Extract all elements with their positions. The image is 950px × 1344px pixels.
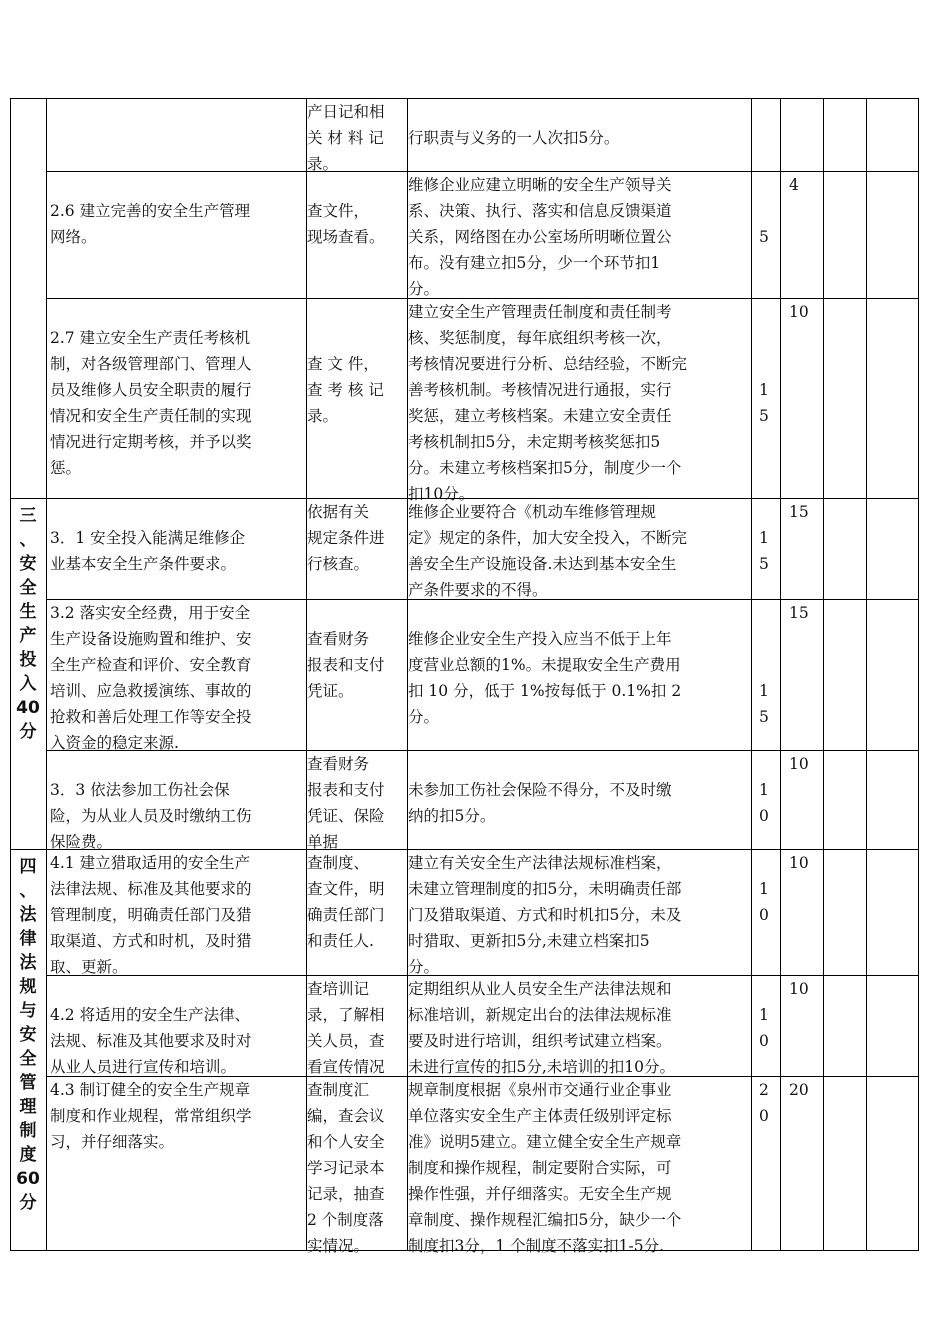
item-text: 制，对各级管理部门、管理人 bbox=[50, 355, 252, 373]
section-title-char: 、 bbox=[19, 881, 37, 901]
criteria-text: 时猎取、更新扣5分,未建立档案扣5 bbox=[408, 932, 650, 950]
criteria-text: 善安全生产设施设备.未达到基本安全生 bbox=[408, 555, 677, 573]
method-text: 查看财务 bbox=[307, 755, 370, 773]
criteria-text: 维修企业安全生产投入应当不低于上年 bbox=[408, 630, 672, 648]
criteria-text: 善考核机制。考核情况进行通报，实行 bbox=[408, 381, 672, 399]
criteria-text: 未进行宣传的扣5分,未培训的扣10分。 bbox=[408, 1058, 676, 1076]
section-title-char: 投 bbox=[19, 650, 37, 670]
method-text: 凭证、保险 bbox=[307, 807, 385, 825]
method-text: 查 考 核 记 bbox=[307, 381, 384, 399]
points-text: 1 bbox=[759, 880, 769, 898]
method-text: 依据有关 bbox=[307, 503, 370, 521]
criteria-text: 关系，网络图在办公室场所明晰位置公 bbox=[408, 228, 672, 246]
method-text: 编，查会议 bbox=[307, 1107, 385, 1125]
method-text: 和责任人. bbox=[307, 932, 374, 950]
method-text: 看宣传情况 bbox=[307, 1058, 385, 1076]
criteria-text: 分。未建立考核档案扣5分，制度少一个 bbox=[408, 459, 682, 477]
criteria-text: 制度和操作规程，制定要附合实际，可 bbox=[408, 1159, 672, 1177]
score-text: 15 bbox=[789, 604, 809, 622]
evaluation-table bbox=[10, 98, 918, 1255]
criteria-text: 标准培训，新规定出台的法律法规标准 bbox=[408, 1006, 672, 1024]
grid-line-vertical bbox=[780, 98, 781, 1250]
criteria-text: 建立有关安全生产法律法规标准档案， bbox=[408, 854, 672, 872]
method-text: 确责任部门 bbox=[307, 906, 385, 924]
item-text: 抢救和善后处理工作等安全投 bbox=[50, 708, 252, 726]
criteria-text: 制度扣3分，1 个制度不落实扣1-5分. bbox=[408, 1237, 665, 1255]
section-title-char: 管 bbox=[19, 1073, 37, 1093]
grid-line-vertical bbox=[823, 98, 824, 1250]
method-text: 记录，抽查 bbox=[307, 1185, 385, 1203]
item-text: 生产设备设施购置和维护、安 bbox=[50, 630, 252, 648]
method-text: 查 文 件， bbox=[307, 355, 379, 373]
points-text: 1 bbox=[759, 781, 769, 799]
criteria-text: 定》规定的条件，加大安全投入，不断完 bbox=[408, 529, 688, 547]
item-text: 情况和安全生产责任制的实现 bbox=[50, 407, 252, 425]
section-title-char: 四 bbox=[19, 857, 37, 877]
item-text: 法律法规、标准及其他要求的 bbox=[50, 880, 252, 898]
section-title-char: 分 bbox=[19, 722, 37, 742]
method-text: 报表和支付 bbox=[307, 656, 385, 674]
criteria-text: 纳的扣5分。 bbox=[408, 807, 496, 825]
points-text: 5 bbox=[759, 708, 769, 726]
criteria-text: 扣10分。 bbox=[408, 485, 475, 503]
criteria-text: 分。 bbox=[408, 708, 440, 726]
section-title-char: 全 bbox=[19, 578, 37, 598]
grid-line-vertical bbox=[918, 98, 919, 1250]
section-title-char: 法 bbox=[19, 953, 37, 973]
section-title-char: 40 bbox=[16, 698, 40, 718]
section-title-char: 产 bbox=[19, 626, 37, 646]
method-text: 学习记录本 bbox=[307, 1159, 385, 1177]
criteria-text: 规章制度根据《泉州市交通行业企事业 bbox=[408, 1081, 672, 1099]
method-text: 查制度汇 bbox=[307, 1081, 370, 1099]
section-title-char: 安 bbox=[19, 554, 37, 574]
criteria-text: 奖惩，建立考核档案。未建立安全责任 bbox=[408, 407, 672, 425]
method-text: 录。 bbox=[307, 155, 339, 173]
method-text: 2 个制度落 bbox=[307, 1211, 384, 1229]
score-text: 10 bbox=[789, 303, 809, 321]
section-title-char: 度 bbox=[19, 1145, 37, 1165]
criteria-text: 单位落实安全生产主体责任级别评定标 bbox=[408, 1107, 672, 1125]
points-text: 0 bbox=[759, 1032, 769, 1050]
item-text: 网络。 bbox=[50, 228, 97, 246]
method-text: 实情况。 bbox=[307, 1237, 370, 1255]
section-title-char: 三 bbox=[19, 506, 37, 526]
criteria-text: 章制度、操作规程汇编扣5分，缺少一个 bbox=[408, 1211, 682, 1229]
method-text: 查文件，明 bbox=[307, 880, 385, 898]
section-title-char: 入 bbox=[19, 674, 37, 694]
section-title-char: 安 bbox=[19, 1025, 37, 1045]
criteria-text: 定期组织从业人员安全生产法律法规和 bbox=[408, 980, 672, 998]
points-text: 1 bbox=[759, 682, 769, 700]
points-text: 5 bbox=[759, 407, 769, 425]
criteria-text: 操作性强，并仔细落实。无安全生产规 bbox=[408, 1185, 672, 1203]
method-text: 规定条件进 bbox=[307, 529, 385, 547]
criteria-text: 准》说明5建立。建立健全安全生产规章 bbox=[408, 1133, 682, 1151]
method-text: 查文件， bbox=[307, 202, 370, 220]
criteria-text: 考核机制扣5分，未定期考核奖惩扣5 bbox=[408, 433, 661, 451]
criteria-text: 核、奖惩制度，每年底组织考核一次， bbox=[408, 329, 672, 347]
item-text: 取、更新。 bbox=[50, 958, 128, 976]
item-text: 业基本安全生产条件要求。 bbox=[50, 555, 237, 573]
points-text: 0 bbox=[759, 906, 769, 924]
criteria-text: 考核情况要进行分析、总结经验，不断完 bbox=[408, 355, 688, 373]
points-text: 1 bbox=[759, 381, 769, 399]
method-text: 录。 bbox=[307, 407, 339, 425]
section-title-char: 律 bbox=[19, 929, 37, 949]
item-text: 2.7 建立安全生产责任考核机 bbox=[50, 329, 251, 347]
section-title-char: 生 bbox=[19, 602, 37, 622]
criteria-text: 行职责与义务的一人次扣5分。 bbox=[408, 129, 620, 147]
item-text: 全生产检查和评价、安全教育 bbox=[50, 656, 252, 674]
item-text: 取渠道、方式和时机，及时猎 bbox=[50, 932, 252, 950]
criteria-text: 分。 bbox=[408, 958, 440, 976]
method-text: 凭证。 bbox=[307, 682, 354, 700]
item-text: 3.2 落实安全经费，用于安全 bbox=[50, 604, 251, 622]
criteria-text: 分。 bbox=[408, 280, 440, 298]
criteria-text: 未建立管理制度的扣5分，未明确责任部 bbox=[408, 880, 682, 898]
points-text: 5 bbox=[759, 228, 769, 246]
method-text: 单据 bbox=[307, 833, 339, 851]
criteria-text: 维修企业应建立明晰的安全生产领导关 bbox=[408, 176, 672, 194]
method-text: 现场查看。 bbox=[307, 228, 385, 246]
method-text: 和个人安全 bbox=[307, 1133, 385, 1151]
section-title-char: 理 bbox=[19, 1097, 37, 1117]
criteria-text: 要及时进行培训，组织考试建立档案。 bbox=[408, 1032, 672, 1050]
grid-line-vertical bbox=[751, 98, 752, 1250]
points-text: 0 bbox=[759, 1107, 769, 1125]
method-text: 关 材 料 记 bbox=[307, 129, 384, 147]
item-text: 制度和作业规程，常常组织学 bbox=[50, 1107, 252, 1125]
criteria-text: 度营业总额的1%。未提取安全生产费用 bbox=[408, 656, 681, 674]
section-title-char: 法 bbox=[19, 905, 37, 925]
method-text: 行核查。 bbox=[307, 555, 370, 573]
grid-line-vertical bbox=[46, 98, 47, 1250]
method-text: 关人员，查 bbox=[307, 1032, 385, 1050]
grid-line-horizontal bbox=[10, 98, 919, 99]
criteria-text: 维修企业要符合《机动车维修管理规 bbox=[408, 503, 657, 521]
criteria-text: 系、决策、执行、落实和信息反馈渠道 bbox=[408, 202, 672, 220]
item-text: 险，为从业人员及时缴纳工伤 bbox=[50, 807, 252, 825]
item-text: 保险费。 bbox=[50, 833, 113, 851]
points-text: 0 bbox=[759, 807, 769, 825]
item-text: 4.3 制订健全的安全生产规章 bbox=[50, 1081, 251, 1099]
points-text: 1 bbox=[759, 529, 769, 547]
section-title-char: 规 bbox=[19, 977, 37, 997]
method-text: 报表和支付 bbox=[307, 781, 385, 799]
criteria-text: 布。没有建立扣5分，少一个环节扣1 bbox=[408, 254, 661, 272]
item-text: 情况进行定期考核，并予以奖 bbox=[50, 433, 252, 451]
method-text: 查培训记 bbox=[307, 980, 370, 998]
item-text: 管理制度，明确责任部门及猎 bbox=[50, 906, 252, 924]
points-text: 1 bbox=[759, 1006, 769, 1024]
item-text: 3．3 依法参加工伤社会保 bbox=[50, 781, 230, 799]
criteria-text: 未参加工伤社会保险不得分，不及时缴 bbox=[408, 781, 672, 799]
item-text: 习，并仔细落实。 bbox=[50, 1133, 175, 1151]
score-text: 4 bbox=[789, 176, 799, 194]
item-text: 4.2 将适用的安全生产法律、 bbox=[50, 1006, 251, 1024]
item-text: 3．1 安全投入能满足维修企 bbox=[50, 529, 246, 547]
grid-line-vertical bbox=[866, 98, 867, 1250]
item-text: 4.1 建立猎取适用的安全生产 bbox=[50, 854, 251, 872]
item-text: 入资金的稳定来源. bbox=[50, 734, 179, 752]
item-text: 惩。 bbox=[50, 459, 82, 477]
grid-line-vertical bbox=[10, 98, 11, 1250]
method-text: 录，了解相 bbox=[307, 1006, 385, 1024]
method-text: 产日记和相 bbox=[307, 103, 385, 121]
method-text: 查制度、 bbox=[307, 854, 370, 872]
points-text: 2 bbox=[759, 1081, 769, 1099]
section-title-char: 全 bbox=[19, 1049, 37, 1069]
points-text: 5 bbox=[759, 555, 769, 573]
method-text: 查看财务 bbox=[307, 630, 370, 648]
section-title-char: 与 bbox=[19, 1001, 37, 1021]
score-text: 15 bbox=[789, 503, 809, 521]
section-title-char: 制 bbox=[19, 1121, 37, 1141]
item-text: 培训、应急救援演练、事故的 bbox=[50, 682, 252, 700]
score-text: 20 bbox=[789, 1081, 809, 1099]
item-text: 从业人员进行宣传和培训。 bbox=[50, 1058, 237, 1076]
score-text: 10 bbox=[789, 755, 809, 773]
criteria-text: 产条件要求的不得。 bbox=[408, 581, 548, 599]
criteria-text: 建立安全生产管理责任制度和责任制考 bbox=[408, 303, 672, 321]
criteria-text: 扣 10 分，低于 1%按每低于 0.1%扣 2 bbox=[408, 682, 682, 700]
section-title-char: 、 bbox=[19, 530, 37, 550]
section-title-char: 60 bbox=[16, 1169, 40, 1189]
score-text: 10 bbox=[789, 980, 809, 998]
item-text: 法规、标准及其他要求及时对 bbox=[50, 1032, 252, 1050]
score-text: 10 bbox=[789, 854, 809, 872]
criteria-text: 门及猎取渠道、方式和时机扣5分，未及 bbox=[408, 906, 682, 924]
item-text: 员及维修人员安全职责的履行 bbox=[50, 381, 252, 399]
section-title-char: 分 bbox=[19, 1193, 37, 1213]
item-text: 2.6 建立完善的安全生产管理 bbox=[50, 202, 251, 220]
